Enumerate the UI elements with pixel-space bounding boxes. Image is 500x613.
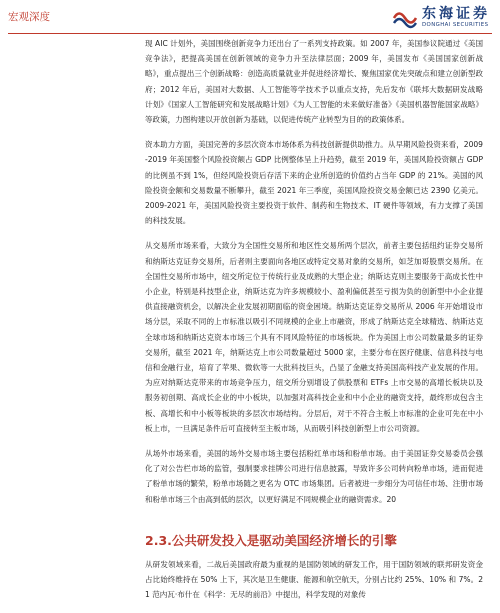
paragraph-rd-investment: 从研发领域来看，二战后美国政府最为重视的是国防领域的研发工作，用于国防领域的联邦研发资金占比始终维持在 50% 上下，其次是卫生健康、能源和航空航天，分别占比约 25%、10% 和 7%。21 范内瓦·布什在《科学：无尽的前沿》中提出，科学发现的对象传 <box>145 559 483 600</box>
section-title: 宏观深度 <box>8 11 50 23</box>
paragraph-policy-support: 现 AIC 计划外，美国围绕创新竞争力还出台了一系列支持政策。如 2007 年，美国参议院通过《美国竞争法》，把提高美国在创新领域的竞争力升至法律层面；2009 年，美国发布《美国国家创新战略》，重点提出三个创新战略：创造高质量就业并促进经济增长、聚焦国家优先突破点和建立创新型政府；2012 年后，美国对大数据、人工智能等学技术予以重点支持，先后发布《联邦大数据研发战略计划》《国家人工智能研究和发展战略计划》《为人工智能的未来做好准备》《美国机器智能国家战略》等政策，力图构建以开放创新为基础，以促进传统产业转型为目的的政策体系。 <box>145 39 483 125</box>
logo-english-name: DONGHAI SECURITIES <box>422 22 489 29</box>
section-heading: 2.3.公共研发投入是驱动美国经济增长的引擎 <box>145 532 397 548</box>
logo-chinese-name: 东海证券 <box>422 6 490 23</box>
paragraph-otc-market: 从场外市场来看，美国的场外交易市场主要包括粉红单市场和粉单市场。由于美国证券交易委员会强化了对公告栏市场的监管，强制要求挂牌公司进行信息披露，导致许多公司转向粉单市场，进而促进了粉单市场的繁荣，粉单市场随之更名为 OTC 市场集团。后者被进一步细分为可信任市场、注册市场和粉单市场三个由高到低的层次，以更好满足不同规模企业的融资需求。20 <box>145 449 483 504</box>
company-logo <box>392 3 490 33</box>
report-body <box>145 36 483 613</box>
page-header <box>0 0 500 36</box>
paragraph-exchange-market: 从交易所市场来看，大致分为全国性交易所和地区性交易所两个层次，前者主要包括纽约证券交易所和纳斯达克证券交易所，后者则主要面向各地区或特定交易对象的交易所，如芝加哥股票交易所。在全国性交易所市场中，纽交所定位于传统行业及成熟的大型企业；纳斯达克则主要服务于高成长性中小企业，特别是科技型企业，纳斯达克为许多规模较小、盈利偏低甚至亏损为负的创新型中小企业提供直接融资机会，以解决企业发展初期面临的资金困境。纳斯达克证券交易所从 2006 年开始增设市场分层，采取不同的上市标准以吸引不同规模的企业上市融资，形成了纳斯达克全球精选、纳斯达克全球市场和纳斯达克资本市场三个具有不同风险特征的市场板块。作为美国上市公司数量最多的证券交易所，截至 2021 年，纳斯达克上市公司数量超过 5000 家，主要分布在医疗健康、信息科技与电信和金融行业，培育了苹果、微软等一大批科技巨头，凸显了金融支持美国高科技产业发展的作用。为应对纳斯达克带来的市场竞争压力，纽交所分别增设了供股票和 ETFs 上市交易的高增长板块以及服务初创期、高成长企业的中小板块，以加强对高科技企业和中小企业的融资支持，最终形成包含主板、高增长和中小板等板块的多层次市场结构。分层后，对于不符合主板上市标准的企业可先在中小板上市，一旦满足条件后可直接转至主板市场，从而吸引科技创新型上市公司资源。 <box>145 241 483 433</box>
logo-mark-icon <box>392 6 418 30</box>
header-divider <box>8 33 492 34</box>
paragraph-capital-support: 资本助力方面，美国完善的多层次资本市场体系为科技创新提供助推力。从早期风险投资来看，2009-2019 年美国整个风险投资额占 GDP 比例整体呈上升趋势，截至 2019 年，美国风险投资额占 GDP 的比例虽不到 1%，但经风险投资后存活下来的企业所创造的价值约占当年 GDP 的 21%。美国的风险投资金额和交易数量不断攀升，截至 2021 年三季度，美国风险投资交易金额已达 2390 亿美元。2009-2021 年，美国风险投资主要投资于软件、制药和生物技术、IT 硬件等领域，有力支撑了美国的科技发展。 <box>145 140 483 226</box>
